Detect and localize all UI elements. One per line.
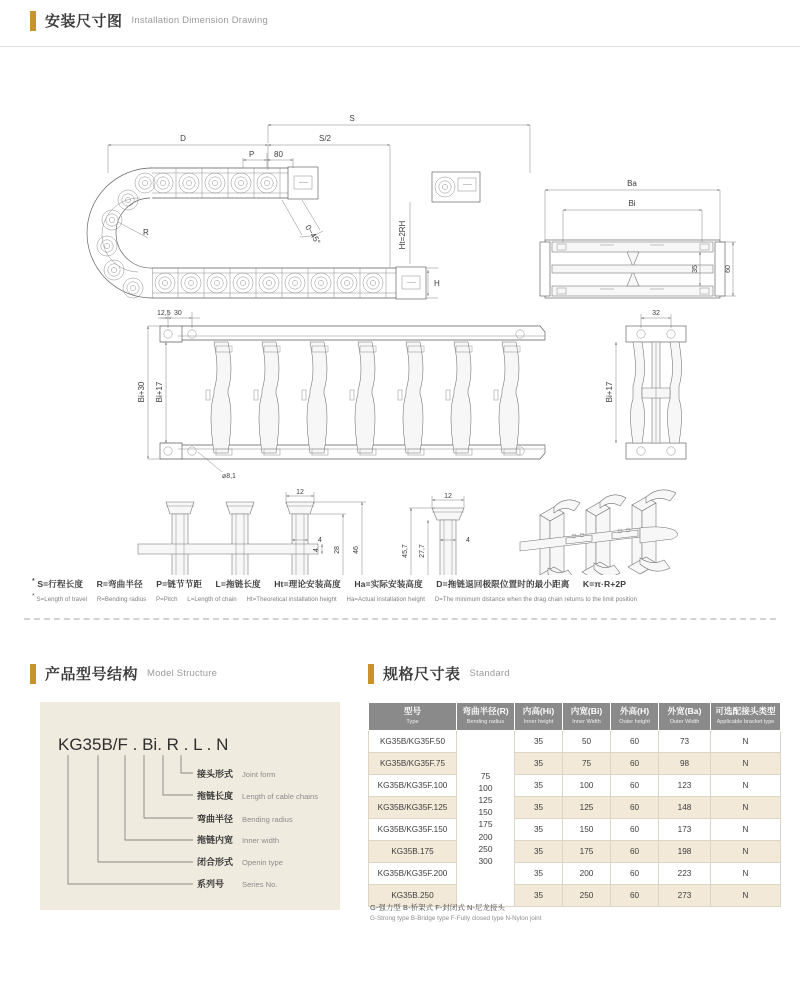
dim-label-35: 35 <box>692 265 699 273</box>
model-row-cn-2: 弯曲半径 <box>197 814 234 824</box>
cell-inner-height: 35 <box>515 840 563 862</box>
dim-label-80: 80 <box>274 150 283 159</box>
cell-bracket-type: N <box>711 862 781 884</box>
cell-bracket-type: N <box>711 818 781 840</box>
radius-value: 150 <box>478 807 493 818</box>
cell-outer-height: 60 <box>611 752 659 774</box>
col-h-cn: 外高(H) <box>619 706 650 716</box>
col-radius-cn: 弯曲半径(R) <box>462 706 509 716</box>
model-row-en-4: Openin type <box>242 858 283 867</box>
cell-outer-width: 223 <box>659 862 711 884</box>
cell-inner-width: 150 <box>563 818 611 840</box>
table-row <box>369 862 781 884</box>
cell-inner-height: 35 <box>515 730 563 752</box>
legend-en-line <box>32 593 777 603</box>
col-bracket-cn: 可选配接头类型 <box>715 706 776 716</box>
model-code: KG35B/F . Bi. R . L . N <box>58 735 229 754</box>
legend-cn-7: K=π·R+2P <box>582 579 627 589</box>
dim-label-28: 28 <box>334 546 341 554</box>
cell-type: KG35B/KG35F.200 <box>369 862 457 884</box>
col-bending-radius <box>457 703 515 731</box>
cell-outer-width: 148 <box>659 796 711 818</box>
end-plan-view <box>605 310 686 459</box>
cell-bracket-type: N <box>711 840 781 862</box>
cell-bending-radius <box>457 730 515 906</box>
radius-value: 300 <box>478 855 493 866</box>
dim-label-46: 46 <box>353 546 360 554</box>
section-title-cn: 安装尺寸图 <box>45 13 123 30</box>
col-ba-en: Outer Width <box>669 718 700 725</box>
dim-label-4-left: 4 <box>318 537 322 544</box>
model-row-en-3: Inner width <box>242 836 280 845</box>
section-title-cn-2: 产品型号结构 <box>45 666 139 683</box>
radius-value: 200 <box>478 831 493 842</box>
model-row-en-5: Series No. <box>242 880 278 889</box>
col-bi-en: Inner Width <box>572 718 601 725</box>
col-type <box>369 703 457 731</box>
section-title-cn-3: 规格尺寸表 <box>383 666 461 683</box>
col-hi-en: Inner height <box>523 718 554 725</box>
single-divider-detail <box>402 493 470 575</box>
cell-outer-height: 60 <box>611 862 659 884</box>
header-divider <box>0 46 800 47</box>
cell-outer-width: 198 <box>659 840 711 862</box>
cell-inner-height: 35 <box>515 774 563 796</box>
dim-label-angle: 0~45° <box>303 223 323 247</box>
asterisk-icon-en: * <box>32 593 35 600</box>
installation-dimension-drawing <box>0 50 800 575</box>
dim-label-27-7: 27,7 <box>419 544 426 558</box>
dim-label-Bi-plus-17-right: Bi+17 <box>605 381 614 403</box>
dimension-legend <box>32 578 777 603</box>
table-row <box>369 774 781 796</box>
radius-value: 175 <box>478 819 493 830</box>
col-bracket-type <box>711 703 781 731</box>
dim-label-12-left: 12 <box>296 489 304 496</box>
table-row <box>369 818 781 840</box>
cell-outer-width: 273 <box>659 884 711 906</box>
dim-label-H: H <box>434 279 440 288</box>
cell-inner-height: 35 <box>515 884 563 906</box>
divider-detail-view <box>138 489 366 575</box>
col-inner-width <box>563 703 611 731</box>
model-row-cn-4: 闭合形式 <box>197 857 234 867</box>
cell-outer-height: 60 <box>611 818 659 840</box>
dim-label-Ba: Ba <box>627 179 637 188</box>
cell-outer-height: 60 <box>611 840 659 862</box>
legend-en-2: P=Pitch <box>155 596 178 604</box>
cell-type: KG35B/KG35F.100 <box>369 774 457 796</box>
table-row <box>369 752 781 774</box>
table-body <box>369 730 781 906</box>
dim-label-60: 60 <box>725 265 732 273</box>
dim-label-D: D <box>180 134 186 143</box>
dim-label-Ht: Ht=2RH <box>398 220 407 250</box>
section-header-standard <box>368 663 510 684</box>
cell-inner-height: 35 <box>515 752 563 774</box>
accent-bar-icon-3 <box>368 664 374 684</box>
dim-label-S-half: S/2 <box>318 134 332 143</box>
dim-label-Bi-plus-30: Bi+30 <box>137 381 146 403</box>
model-row-en-0: Joint form <box>242 770 276 779</box>
cell-outer-height: 60 <box>611 774 659 796</box>
accent-bar-icon-2 <box>30 664 36 684</box>
cell-outer-width: 173 <box>659 818 711 840</box>
legend-cn-1: R=弯曲半径 <box>96 579 143 589</box>
col-type-en: Type <box>406 718 419 725</box>
legend-cn-6: D=拖链退回极限位置时的最小距离 <box>436 579 570 589</box>
cell-outer-height: 60 <box>611 796 659 818</box>
radius-value: 100 <box>478 782 493 793</box>
specification-table-wrapper <box>368 702 780 907</box>
specification-table <box>368 702 781 907</box>
cell-inner-width: 50 <box>563 730 611 752</box>
dim-label-32: 32 <box>652 310 660 317</box>
radius-value: 250 <box>478 843 493 854</box>
footnote-en: G-Strong type B-Bridge type F-Fully closed type N-Nylon joint <box>370 915 542 922</box>
table-footnote <box>370 902 542 922</box>
table-row <box>369 730 781 752</box>
legend-en-3: L=Length of chain <box>187 596 237 604</box>
cell-outer-height: 60 <box>611 884 659 906</box>
footnote-cn: G-强力型 B-桥架式 F-封闭式 N-尼龙接头 <box>370 903 506 912</box>
legend-cn-5: Ha=实际安装高度 <box>354 579 423 589</box>
cell-inner-width: 100 <box>563 774 611 796</box>
radius-value: 125 <box>478 795 493 805</box>
dim-label-hole: ⌀8,1 <box>222 473 236 480</box>
legend-en-0: S=Length of travel <box>36 596 88 604</box>
legend-cn-0: S=行程长度 <box>37 579 84 589</box>
model-row-cn-5: 系列号 <box>197 879 225 889</box>
cell-bracket-type: N <box>711 774 781 796</box>
dim-label-P: P <box>249 150 255 159</box>
cell-inner-width: 175 <box>563 840 611 862</box>
cell-inner-width: 75 <box>563 752 611 774</box>
dim-label-R: R <box>143 228 149 237</box>
section-title-en-3: Standard <box>469 668 510 679</box>
dim-label-Bi-plus-17: Bi+17 <box>155 381 164 403</box>
cell-outer-width: 98 <box>659 752 711 774</box>
asterisk-icon: * <box>32 578 35 586</box>
model-row-en-1: Length of cable chains <box>242 792 318 801</box>
col-outer-width <box>659 703 711 731</box>
cross-section-front-view <box>540 179 736 298</box>
dim-label-45-7: 45,7 <box>402 544 409 558</box>
isometric-detail-view <box>520 490 678 575</box>
col-bi-cn: 内宽(Bi) <box>570 706 603 716</box>
dim-label-4-mid: 4 <box>466 537 470 544</box>
cell-inner-width: 200 <box>563 862 611 884</box>
cell-inner-height: 35 <box>515 862 563 884</box>
col-bracket-en: Applicable bracket type <box>716 718 775 725</box>
legend-en-6: D=The minimum distance when the drag chain returns to the limit position <box>434 596 638 604</box>
legend-cn-3: L=拖链长度 <box>215 579 261 589</box>
col-h-en: Outer height <box>619 718 650 725</box>
section-divider <box>24 618 776 620</box>
legend-en-4: Ht=Theoretical installation height <box>246 596 337 604</box>
cell-type: KG35B/KG35F.50 <box>369 730 457 752</box>
model-row-cn-0: 接头形式 <box>197 769 234 779</box>
table-header-row <box>369 703 781 731</box>
cell-type: KG35B/KG35F.75 <box>369 752 457 774</box>
cell-type: KG35B.250 <box>369 884 457 906</box>
radius-value: 75 <box>480 770 491 781</box>
legend-cn-4: Ht=理论安装高度 <box>274 579 341 589</box>
cell-inner-height: 35 <box>515 818 563 840</box>
cell-outer-height: 60 <box>611 730 659 752</box>
dim-label-12-mid: 12 <box>444 493 452 500</box>
cell-inner-height: 35 <box>515 796 563 818</box>
cell-bracket-type: N <box>711 752 781 774</box>
legend-en-1: R=Bending radius <box>96 596 147 604</box>
model-row-en-2: Bending radius <box>242 815 293 824</box>
section-header-installation <box>30 10 268 31</box>
model-row-cn-3: 拖链内宽 <box>197 835 234 845</box>
model-structure-panel <box>40 702 340 910</box>
cell-bracket-type: N <box>711 884 781 906</box>
table-row <box>369 840 781 862</box>
legend-en-5: Ha=Actual installation height <box>346 596 426 604</box>
col-inner-height <box>515 703 563 731</box>
legend-cn-2: P=链节节距 <box>156 579 202 589</box>
dim-label-Bi: Bi <box>628 199 636 208</box>
cell-bracket-type: N <box>711 730 781 752</box>
model-row-cn-1: 拖链长度 <box>197 791 234 801</box>
cell-inner-width: 125 <box>563 796 611 818</box>
dim-label-S: S <box>349 114 355 123</box>
col-ba-cn: 外宽(Ba) <box>667 706 702 716</box>
cell-type: KG35B.175 <box>369 840 457 862</box>
col-hi-cn: 内高(Hi) <box>522 706 555 716</box>
dim-label-30: 30 <box>174 310 182 317</box>
cell-outer-width: 123 <box>659 774 711 796</box>
col-radius-en: Bending radius <box>466 718 505 725</box>
section-title-en-2: Model Structure <box>147 668 218 679</box>
cell-inner-width: 250 <box>563 884 611 906</box>
plan-view-chain <box>160 326 545 459</box>
cell-type: KG35B/KG35F.125 <box>369 796 457 818</box>
section-title-en: Installation Dimension Drawing <box>131 15 268 26</box>
legend-cn-line <box>32 578 777 590</box>
table-row <box>369 796 781 818</box>
col-outer-height <box>611 703 659 731</box>
dim-label-4-rod: 4 <box>313 548 320 552</box>
cell-outer-width: 73 <box>659 730 711 752</box>
accent-bar-icon <box>30 11 36 31</box>
col-type-cn: 型号 <box>403 706 422 716</box>
cell-bracket-type: N <box>711 796 781 818</box>
dim-label-12-5: 12,5 <box>157 310 171 317</box>
section-header-model-structure <box>30 663 217 684</box>
cell-type: KG35B/KG35F.150 <box>369 818 457 840</box>
